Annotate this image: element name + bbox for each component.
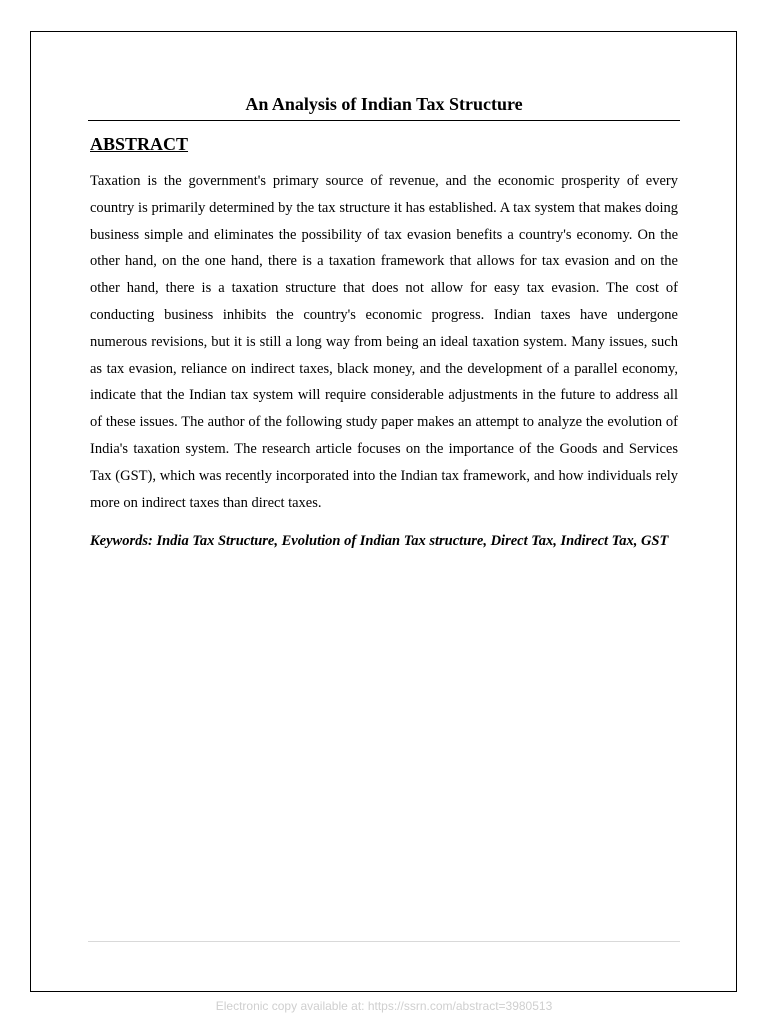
electronic-copy-note: Electronic copy available at: https://ssrn.com/abstract=3980513 [215,999,553,1013]
abstract-heading: ABSTRACT [90,134,189,154]
abstract-text: Taxation is the government's primary source of revenue, and the economic prosperity of every country is primarily determined by the tax structure it has established. A tax system that makes doing business simple and eliminates the possibility of tax evasion benefits a country's economy. On the other hand, on the one hand, there is a taxation framework that allows for tax evasion and on the other hand, there is a taxation structure that does not allow for easy tax evasion. The cost of conducting business inhibits the country's economic progress. Indian taxes have undergone numerous revisions, but it is still a long way from being an ideal taxation system. Many issues, such as tax evasion, reliance on indirect taxes, black money, and the development of a parallel economy, indicate that the Indian tax system will require considerable adjustments in the future to address all of these issues. The author of the following study paper makes an attempt to analyze the evolution of India's taxation system. The research article focuses on the importance of the Goods and Services Tax (GST), which was recently incorporated into the Indian tax framework, and how individuals rely more on indirect taxes than direct taxes. [90,173,678,511]
paper-title: An Analysis of Indian Tax Structure [245,94,523,114]
title-underline-rule [88,120,680,121]
footer-divider [88,941,680,942]
keywords-line: Keywords: India Tax Structure, Evolution of Indian Tax structure, Direct Tax, Indirect Tax, GST [90,533,669,549]
